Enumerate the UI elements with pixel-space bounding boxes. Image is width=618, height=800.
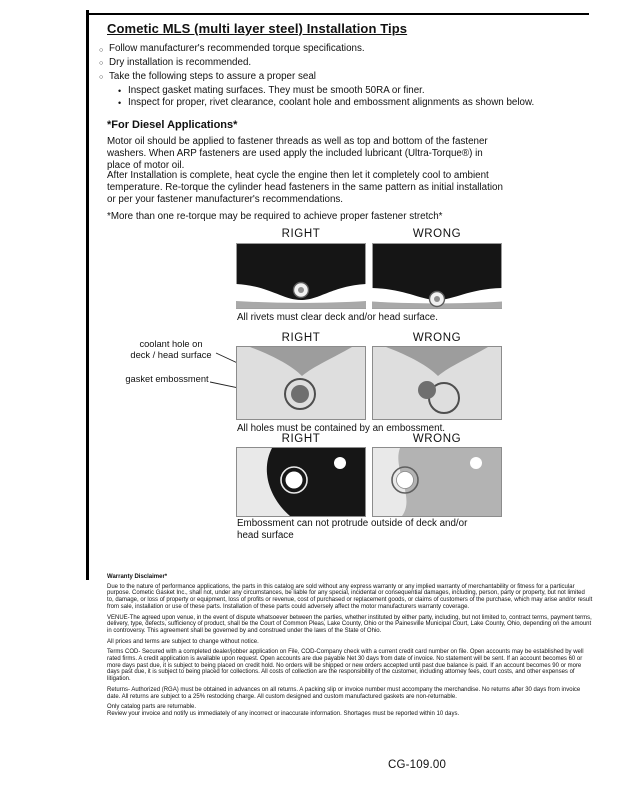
warranty-paragraph: Returns- Authorized (RGA) must be obtained in advances on all returns. A packing slip or invoice number must accompany the merchandise. No returns after 30 days from invoice date. All returns are subject to a 25% restocking charge. All custom designed and custom manufactured gaskets are non-returnable.: [107, 686, 581, 700]
tip-text: Follow manufacturer's recommended torque specifications.: [109, 43, 365, 54]
caption-holes: All holes must be contained by an embossment.: [237, 423, 446, 434]
warranty-heading: Warranty Disclaimer*: [107, 574, 168, 580]
bullet-dot-icon: •: [118, 98, 122, 109]
diagram-hole-right: [236, 346, 366, 420]
right-label-row2: RIGHT: [281, 332, 321, 344]
diesel-note: *More than one re-torque may be required to achieve proper fastener stretch*: [107, 211, 443, 222]
diesel-paragraph-1: Motor oil should be applied to fastener threads as well as top and bottom of the fastener washers. When ARP fasteners are used apply the included lubricant (Ultra-Torque®) in place of motor oil.: [107, 136, 488, 172]
top-border-line: [86, 13, 589, 15]
wrong-label-row3: WRONG: [412, 433, 462, 445]
tip-text: Inspect for proper, rivet clearance, coolant hole and embossment alignments as shown below.: [128, 97, 535, 109]
bullet-circle-icon: ○: [99, 60, 104, 68]
diagram-embossment-wrong: [372, 447, 502, 517]
bolt-hole-icon: [334, 457, 346, 469]
tip-text: Dry installation is recommended.: [109, 56, 252, 68]
bullet-circle-icon: ○: [99, 74, 104, 82]
wrong-label-row2: WRONG: [412, 332, 462, 344]
rivet-center: [434, 296, 440, 302]
coolant-hole-icon: [291, 385, 309, 403]
bolt-hole-icon: [470, 457, 482, 469]
diagram-rivet-wrong: [372, 243, 502, 309]
wrong-label-row1: WRONG: [412, 228, 462, 240]
tip-sub-item: [118, 97, 544, 109]
deck-area: [398, 448, 501, 516]
coolant-hole-icon: [418, 381, 436, 399]
bullet-circle-icon: ○: [99, 46, 104, 54]
warranty-paragraph: Terms COD- Secured with a completed dealer/jobber application on File, COD-Company check with a current credit card number on file. Open accounts may be established by well rated firms. A credit application is available upon request. Open accounts are due payable Net 30 days from date of invoice. No statement will be sent. If an account becomes 60 or more days past due, it is subject to being placed on credit hold. No orders will be shipped or new orders accepted until past due balance is paid. If an account becomes 90 or more days past due, it is subject to being placed for collections. All costs of collection are the responsibility of the customer, including attorney fees, court costs, and other expenses of litigation.: [107, 649, 584, 683]
tip-text: Inspect gasket mating surfaces. They must be smooth 50RA or finer.: [128, 84, 425, 96]
tip-item: [99, 71, 544, 85]
rivet-center: [298, 287, 304, 293]
tip-item: [99, 57, 544, 71]
right-label-row3: RIGHT: [281, 433, 321, 445]
page-footer-code: CG-109.00: [388, 759, 447, 771]
callout-coolant-line2: deck / head surface: [130, 350, 212, 360]
page-title: Cometic MLS (multi layer steel) Installation Tips: [107, 21, 408, 36]
warranty-section: [107, 574, 593, 718]
diesel-paragraph-2: After Installation is complete, heat cycle the engine then let it completely cool to ambient temperature. Re-torque the cylinder head fasteners in the same pattern as initial installation or per your fastener manufacturer's recommendations.: [107, 170, 503, 206]
tip-sub-item: [118, 85, 544, 97]
caption-embossment: Embossment can not protrude outside of deck and/or head surface: [237, 518, 468, 541]
tip-text: Take the following steps to assure a proper seal: [109, 70, 316, 82]
diagram-hole-wrong: [372, 346, 502, 420]
bullet-dot-icon: •: [118, 85, 122, 96]
callout-coolant-line1: coolant hole on: [139, 339, 203, 349]
diagram-embossment-right: [236, 447, 366, 517]
warranty-paragraph: VENUE-The agreed upon venue, in the event of dispute whatsoever between the parties, whether instituted by either party, including, but not limited to, contract terms, payment terms, delivery, type, defects, sufficiency of product, shall be the Court of Common Pleas, Lake County, Ohio or the Painesville Municipal Court, Lake County, Ohio, depending on the amount in controversy. This agreement shall be governed by and construed under the laws of the State of Ohio.: [107, 614, 592, 634]
diagram-rivet-right: [236, 243, 366, 309]
hole-icon: [286, 472, 303, 489]
callout-gasket-embossment: gasket embossment: [125, 374, 209, 384]
warranty-paragraph: Review your invoice and notify us immediately of any incorrect or inaccurate information. Shortages must be reported within 10 days.: [107, 710, 460, 717]
tips-list: [99, 43, 544, 110]
warranty-paragraph: All prices and terms are subject to change without notice.: [107, 638, 259, 645]
left-border-line: [86, 10, 89, 580]
hole-icon: [397, 472, 414, 489]
diesel-heading: *For Diesel Applications*: [107, 119, 238, 131]
tip-item: [99, 43, 544, 57]
right-label-row1: RIGHT: [281, 228, 321, 240]
warranty-paragraph: Only catalog parts are returnable.: [107, 704, 197, 711]
caption-rivets: All rivets must clear deck and/or head surface.: [237, 312, 438, 323]
warranty-paragraph: Due to the nature of performance applications, the parts in this catalog are sold without any express warranty or any implied warranty of merchantability or fitness for a particular purpose. Cometic Gasket Inc., shall not, under any circumstances, be liable for any special, incidental or consequential damages, including, person, party or property, but not limited to, damage, or loss of property or equipment, loss of profits or revenue, cost of purchased or replacement goods, or claims of customers of the purchase, which may arise and/or result from sale, installation or use of these parts. Installation of these parts could adversely affect the motor manufacturers warranty coverage.: [107, 583, 593, 610]
